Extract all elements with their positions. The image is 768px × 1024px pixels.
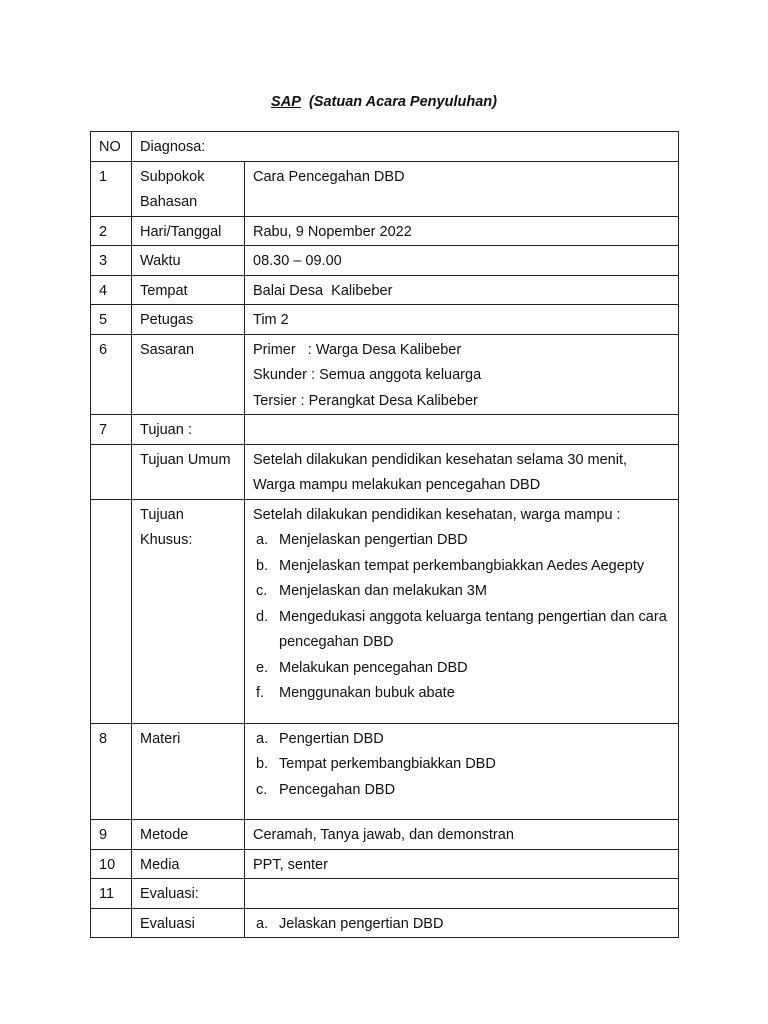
cell-label: Subpokok Bahasan	[132, 161, 245, 216]
document-title	[0, 94, 768, 110]
cell-no	[91, 908, 132, 938]
cell-label: Waktu	[132, 246, 245, 276]
list-marker: e.	[256, 659, 269, 676]
cell-label: Petugas	[132, 305, 245, 335]
cell-no: NO	[91, 132, 132, 162]
cell-no: 10	[91, 849, 132, 879]
list-marker: b.	[256, 557, 269, 574]
cell-label: Metode	[132, 820, 245, 850]
sasaran-line: Primer : Warga Desa Kalibeber	[253, 341, 462, 358]
cell-value	[245, 334, 679, 415]
list-item	[253, 579, 672, 605]
cell-value	[245, 879, 679, 909]
cell-no: 9	[91, 820, 132, 850]
cell-no	[91, 499, 132, 723]
list-item	[253, 605, 672, 656]
title-main: SAP	[271, 94, 301, 110]
table-row	[91, 879, 679, 909]
list-text: Mengedukasi anggota keluarga tentang pengertian dan cara pencegahan DBD	[279, 608, 667, 650]
list-item	[253, 912, 672, 938]
list-item	[253, 528, 672, 554]
cell-no: 5	[91, 305, 132, 335]
cell-value: PPT, senter	[245, 849, 679, 879]
cell-value	[245, 908, 679, 938]
list-text: Tempat perkembangbiakkan DBD	[279, 756, 496, 772]
cell-no: 2	[91, 216, 132, 246]
list-marker: a.	[256, 730, 269, 747]
cell-value	[245, 723, 679, 820]
cell-value: Rabu, 9 Nopember 2022	[245, 216, 679, 246]
list-text: Menggunakan bubuk abate	[279, 685, 455, 701]
cell-label: Tempat	[132, 275, 245, 305]
materi-list	[253, 727, 672, 804]
table-row	[91, 908, 679, 938]
table-row	[91, 499, 679, 723]
list-item	[253, 752, 672, 778]
table-row	[91, 161, 679, 216]
cell-label: Materi	[132, 723, 245, 820]
cell-label: Media	[132, 849, 245, 879]
cell-no: 1	[91, 161, 132, 216]
table-row	[91, 216, 679, 246]
list-item	[253, 656, 672, 682]
cell-label: Tujuan Umum	[132, 444, 245, 499]
list-marker: c.	[256, 583, 268, 599]
list-item	[253, 554, 672, 580]
list-marker: d.	[256, 608, 269, 625]
list-item	[253, 727, 672, 753]
table-row	[91, 820, 679, 850]
list-text: Pengertian DBD	[279, 730, 384, 747]
tujuan-khusus-intro: Setelah dilakukan pendidikan kesehatan, warga mampu :	[253, 506, 621, 523]
cell-value	[245, 415, 679, 445]
list-item	[253, 681, 672, 707]
cell-no: 11	[91, 879, 132, 909]
table-row	[91, 415, 679, 445]
list-text: Menjelaskan tempat perkembangbiakkan Aedes Aegepty	[279, 557, 645, 574]
table-row	[91, 334, 679, 415]
cell-label: Evaluasi:	[132, 879, 245, 909]
sasaran-line: Tersier : Perangkat Desa Kalibeber	[253, 392, 478, 409]
table-row	[91, 723, 679, 820]
title-sub: (Satuan Acara Penyuluhan)	[308, 94, 497, 110]
list-marker: a.	[256, 532, 269, 548]
cell-no: 3	[91, 246, 132, 276]
cell-no	[91, 444, 132, 499]
sasaran-line: Skunder : Semua anggota keluarga	[253, 367, 482, 383]
table-row	[91, 246, 679, 276]
cell-label: Diagnosa:	[132, 132, 679, 162]
list-text: Jelaskan pengertian DBD	[279, 915, 444, 932]
cell-value: Ceramah, Tanya jawab, dan demonstran	[245, 820, 679, 850]
cell-value: Setelah dilakukan pendidikan kesehatan selama 30 menit, Warga mampu melakukan pencegahan DBD	[245, 444, 679, 499]
table-row	[91, 275, 679, 305]
list-marker: a.	[256, 915, 269, 932]
cell-label: Hari/Tanggal	[132, 216, 245, 246]
list-text: Menjelaskan dan melakukan 3M	[279, 583, 487, 599]
cell-label: Tujuan :	[132, 415, 245, 445]
table-row	[91, 305, 679, 335]
cell-no: 4	[91, 275, 132, 305]
sap-table	[90, 131, 679, 938]
table-row	[91, 132, 679, 162]
tujuan-khusus-list	[253, 528, 672, 707]
list-text: Melakukan pencegahan DBD	[279, 659, 468, 676]
evaluasi-list	[253, 912, 672, 938]
cell-label: Tujuan Khusus:	[132, 499, 245, 723]
list-marker: c.	[256, 781, 268, 798]
cell-value: Tim 2	[245, 305, 679, 335]
list-item	[253, 778, 672, 804]
list-marker: f.	[256, 685, 265, 701]
list-text: Menjelaskan pengertian DBD	[279, 532, 468, 548]
cell-value: Cara Pencegahan DBD	[245, 161, 679, 216]
cell-no: 8	[91, 723, 132, 820]
cell-value: 08.30 – 09.00	[245, 246, 679, 276]
cell-no: 6	[91, 334, 132, 415]
cell-value	[245, 499, 679, 723]
list-marker: b.	[256, 756, 269, 772]
table-row	[91, 849, 679, 879]
cell-label: Sasaran	[132, 334, 245, 415]
list-text: Pencegahan DBD	[279, 781, 396, 798]
cell-value: Balai Desa Kalibeber	[245, 275, 679, 305]
cell-label: Evaluasi	[132, 908, 245, 938]
table-row	[91, 444, 679, 499]
cell-no: 7	[91, 415, 132, 445]
